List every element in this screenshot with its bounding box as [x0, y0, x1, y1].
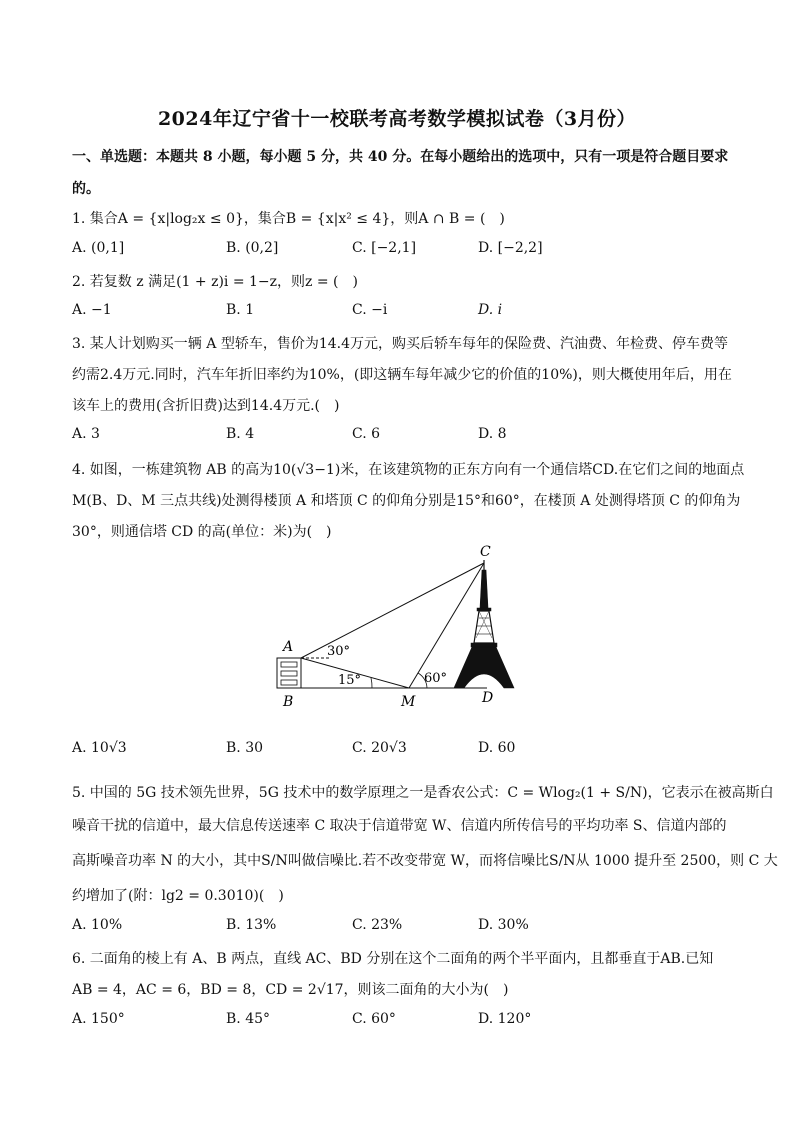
question-4-option-a: A. 10√3: [72, 740, 127, 756]
question-5-line3: 高斯噪音功率 N 的大小，其中S/N叫做信噪比.若不改变带宽 W，而将信噪比S/N从 1000 提升至 2500，则 C 大: [72, 853, 778, 869]
question-3-option-b: B. 4: [226, 426, 255, 442]
question-5-option-a: A. 10%: [72, 917, 123, 933]
question-2-option-b: B. 1: [226, 302, 255, 318]
question-6-line2: AB = 4，AC = 6，BD = 8，CD = 2√17，则该二面角的大小为( ): [72, 982, 509, 998]
question-5-line1: 5. 中国的 5G 技术领先世界，5G 技术中的数学原理之一是香农公式：C = Wlog₂(1 + S/N)，它表示在被高斯白: [72, 785, 774, 801]
question-3-option-c: C. 6: [352, 426, 381, 442]
question-5-option-d: D. 30%: [478, 917, 529, 933]
question-2-option-a: A. −1: [72, 302, 112, 318]
question-4-option-b: B. 30: [226, 740, 264, 756]
question-3-option-a: A. 3: [72, 426, 100, 442]
angle-arc-15: [371, 678, 372, 688]
question-5-line4: 约增加了(附：lg2 = 0.3010)( ): [72, 888, 284, 904]
question-1-option-a: A. (0,1]: [72, 240, 125, 256]
question-2-option-c: C. −i: [352, 302, 388, 318]
tower-cd: [454, 560, 514, 688]
question-6-line1: 6. 二面角的棱上有 A、B 两点，直线 AC、BD 分别在这个二面角的两个半平面内，且都垂直于AB.已知: [72, 951, 714, 967]
label-m: M: [401, 694, 416, 710]
question-2-stem: 2. 若复数 z 满足(1 + z)i = 1−z，则z = ( ): [72, 274, 358, 290]
building-window: [281, 680, 297, 685]
question-1-option-d: D. [−2,2]: [478, 240, 543, 256]
angle-label-60: 60°: [424, 671, 448, 686]
question-5-option-c: C. 23%: [352, 917, 403, 933]
question-4-line3: 30°，则通信塔 CD 的高(单位：米)为( ): [72, 524, 332, 540]
question-3-line2: 约需2.4万元.同时，汽车年折旧率约为10%，(即这辆车每年减少它的价值的10%)，则大概使用年后，用在: [72, 367, 732, 383]
label-a: A: [283, 639, 294, 655]
building-window: [281, 671, 297, 676]
label-c: C: [480, 544, 491, 560]
section-instructions-line2: 的。: [72, 181, 100, 197]
question-4-line1: 4. 如图，一栋建筑物 AB 的高为10(√3−1)米，在该建筑物的正东方向有一个通信塔CD.在它们之间的地面点: [72, 462, 745, 478]
question-3-line1: 3. 某人计划购买一辆 A 型轿车，售价为14.4万元，购买后轿车每年的保险费、汽油费、年检费、停车费等: [72, 336, 728, 352]
question-5-option-b: B. 13%: [226, 917, 277, 933]
question-3-line3: 该车上的费用(含折旧费)达到14.4万元.( ): [72, 398, 340, 414]
question-5-line2: 噪音干扰的信道中，最大信息传送速率 C 取决于信道带宽 W、信道内所传信号的平均功率 S、信道内部的: [72, 818, 727, 834]
question-1-option-c: C. [−2,1]: [352, 240, 417, 256]
building-window: [281, 662, 297, 667]
question-4-option-c: C. 20√3: [352, 740, 407, 756]
question-4-option-d: D. 60: [478, 740, 516, 756]
page-title: 2024年辽宁省十一校联考高考数学模拟试卷（3月份）: [157, 108, 637, 130]
question-4-line2: M(B、D、M 三点共线)处测得楼顶 A 和塔顶 C 的仰角分别是15°和60°，在楼顶 A 处测得塔顶 C 的仰角为: [72, 493, 741, 509]
angle-label-15: 15°: [338, 673, 362, 688]
label-b: B: [283, 694, 294, 710]
angle-label-30: 30°: [327, 644, 351, 659]
label-d: D: [482, 690, 494, 706]
question-6-option-b: B. 45°: [226, 1011, 271, 1027]
question-1-stem: 1. 集合A = {x|log₂x ≤ 0}，集合B = {x|x² ≤ 4}，则A ∩ B = ( ): [72, 211, 505, 227]
question-1-option-b: B. (0,2]: [226, 240, 279, 256]
section-instructions-line1: 一、单选题：本题共 8 小题，每小题 5 分，共 40 分。在每小题给出的选项中，只有一项是符合题目要求: [72, 149, 729, 165]
question-6-option-a: A. 150°: [72, 1011, 125, 1027]
question-3-option-d: D. 8: [478, 426, 507, 442]
question-6-option-d: D. 120°: [478, 1011, 532, 1027]
question-6-option-c: C. 60°: [352, 1011, 396, 1027]
question-4-figure: [272, 538, 532, 713]
question-2-option-d: D. i: [478, 302, 503, 318]
